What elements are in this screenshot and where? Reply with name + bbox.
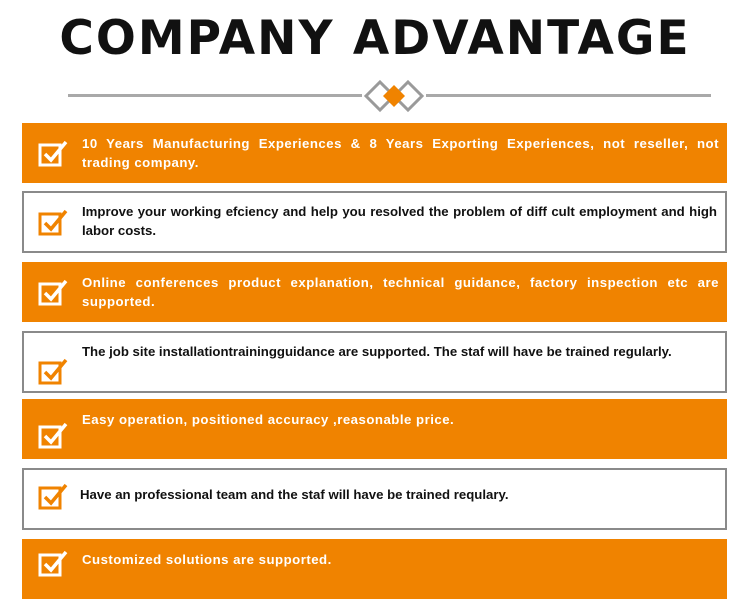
checkbox-check-icon <box>38 421 70 451</box>
advantage-text: Customized solutions are supported. <box>82 552 332 567</box>
advantage-row-5 <box>22 399 727 459</box>
checkbox-check-icon <box>38 278 70 308</box>
checkbox-check-icon <box>38 208 70 238</box>
advantage-row-7 <box>22 539 727 599</box>
checkbox-check-icon <box>38 482 70 512</box>
advantage-row-6 <box>22 468 727 530</box>
checkbox-check-icon <box>38 357 70 387</box>
page-title: COMPANY ADVANTAGE <box>59 11 691 66</box>
checkbox-check-icon <box>38 139 70 169</box>
diamond-ornament-icon <box>362 78 426 114</box>
advantage-text: Online conferences product explanation, technical guidance, factory inspection etc are supported. <box>82 275 719 309</box>
checkbox-check-icon <box>38 549 70 579</box>
advantage-text: The job site installationtrainingguidance are supported. The staf will have be trained regularly. <box>82 344 672 359</box>
advantage-text: Easy operation, positioned accuracy ,reasonable price. <box>82 412 455 427</box>
advantage-text: Improve your working efciency and help you resolved the problem of diff cult employment and high labor costs. <box>82 204 717 238</box>
advantage-text: 10 Years Manufacturing Experiences & 8 Years Exporting Experiences, not reseller, not trading company. <box>82 136 719 170</box>
advantage-row-3 <box>22 262 727 322</box>
advantage-row-2 <box>22 191 727 253</box>
advantage-text: Have an professional team and the staf will have be trained requlary. <box>80 487 509 502</box>
advantage-row-4 <box>22 331 727 393</box>
advantage-row-1 <box>22 123 727 183</box>
